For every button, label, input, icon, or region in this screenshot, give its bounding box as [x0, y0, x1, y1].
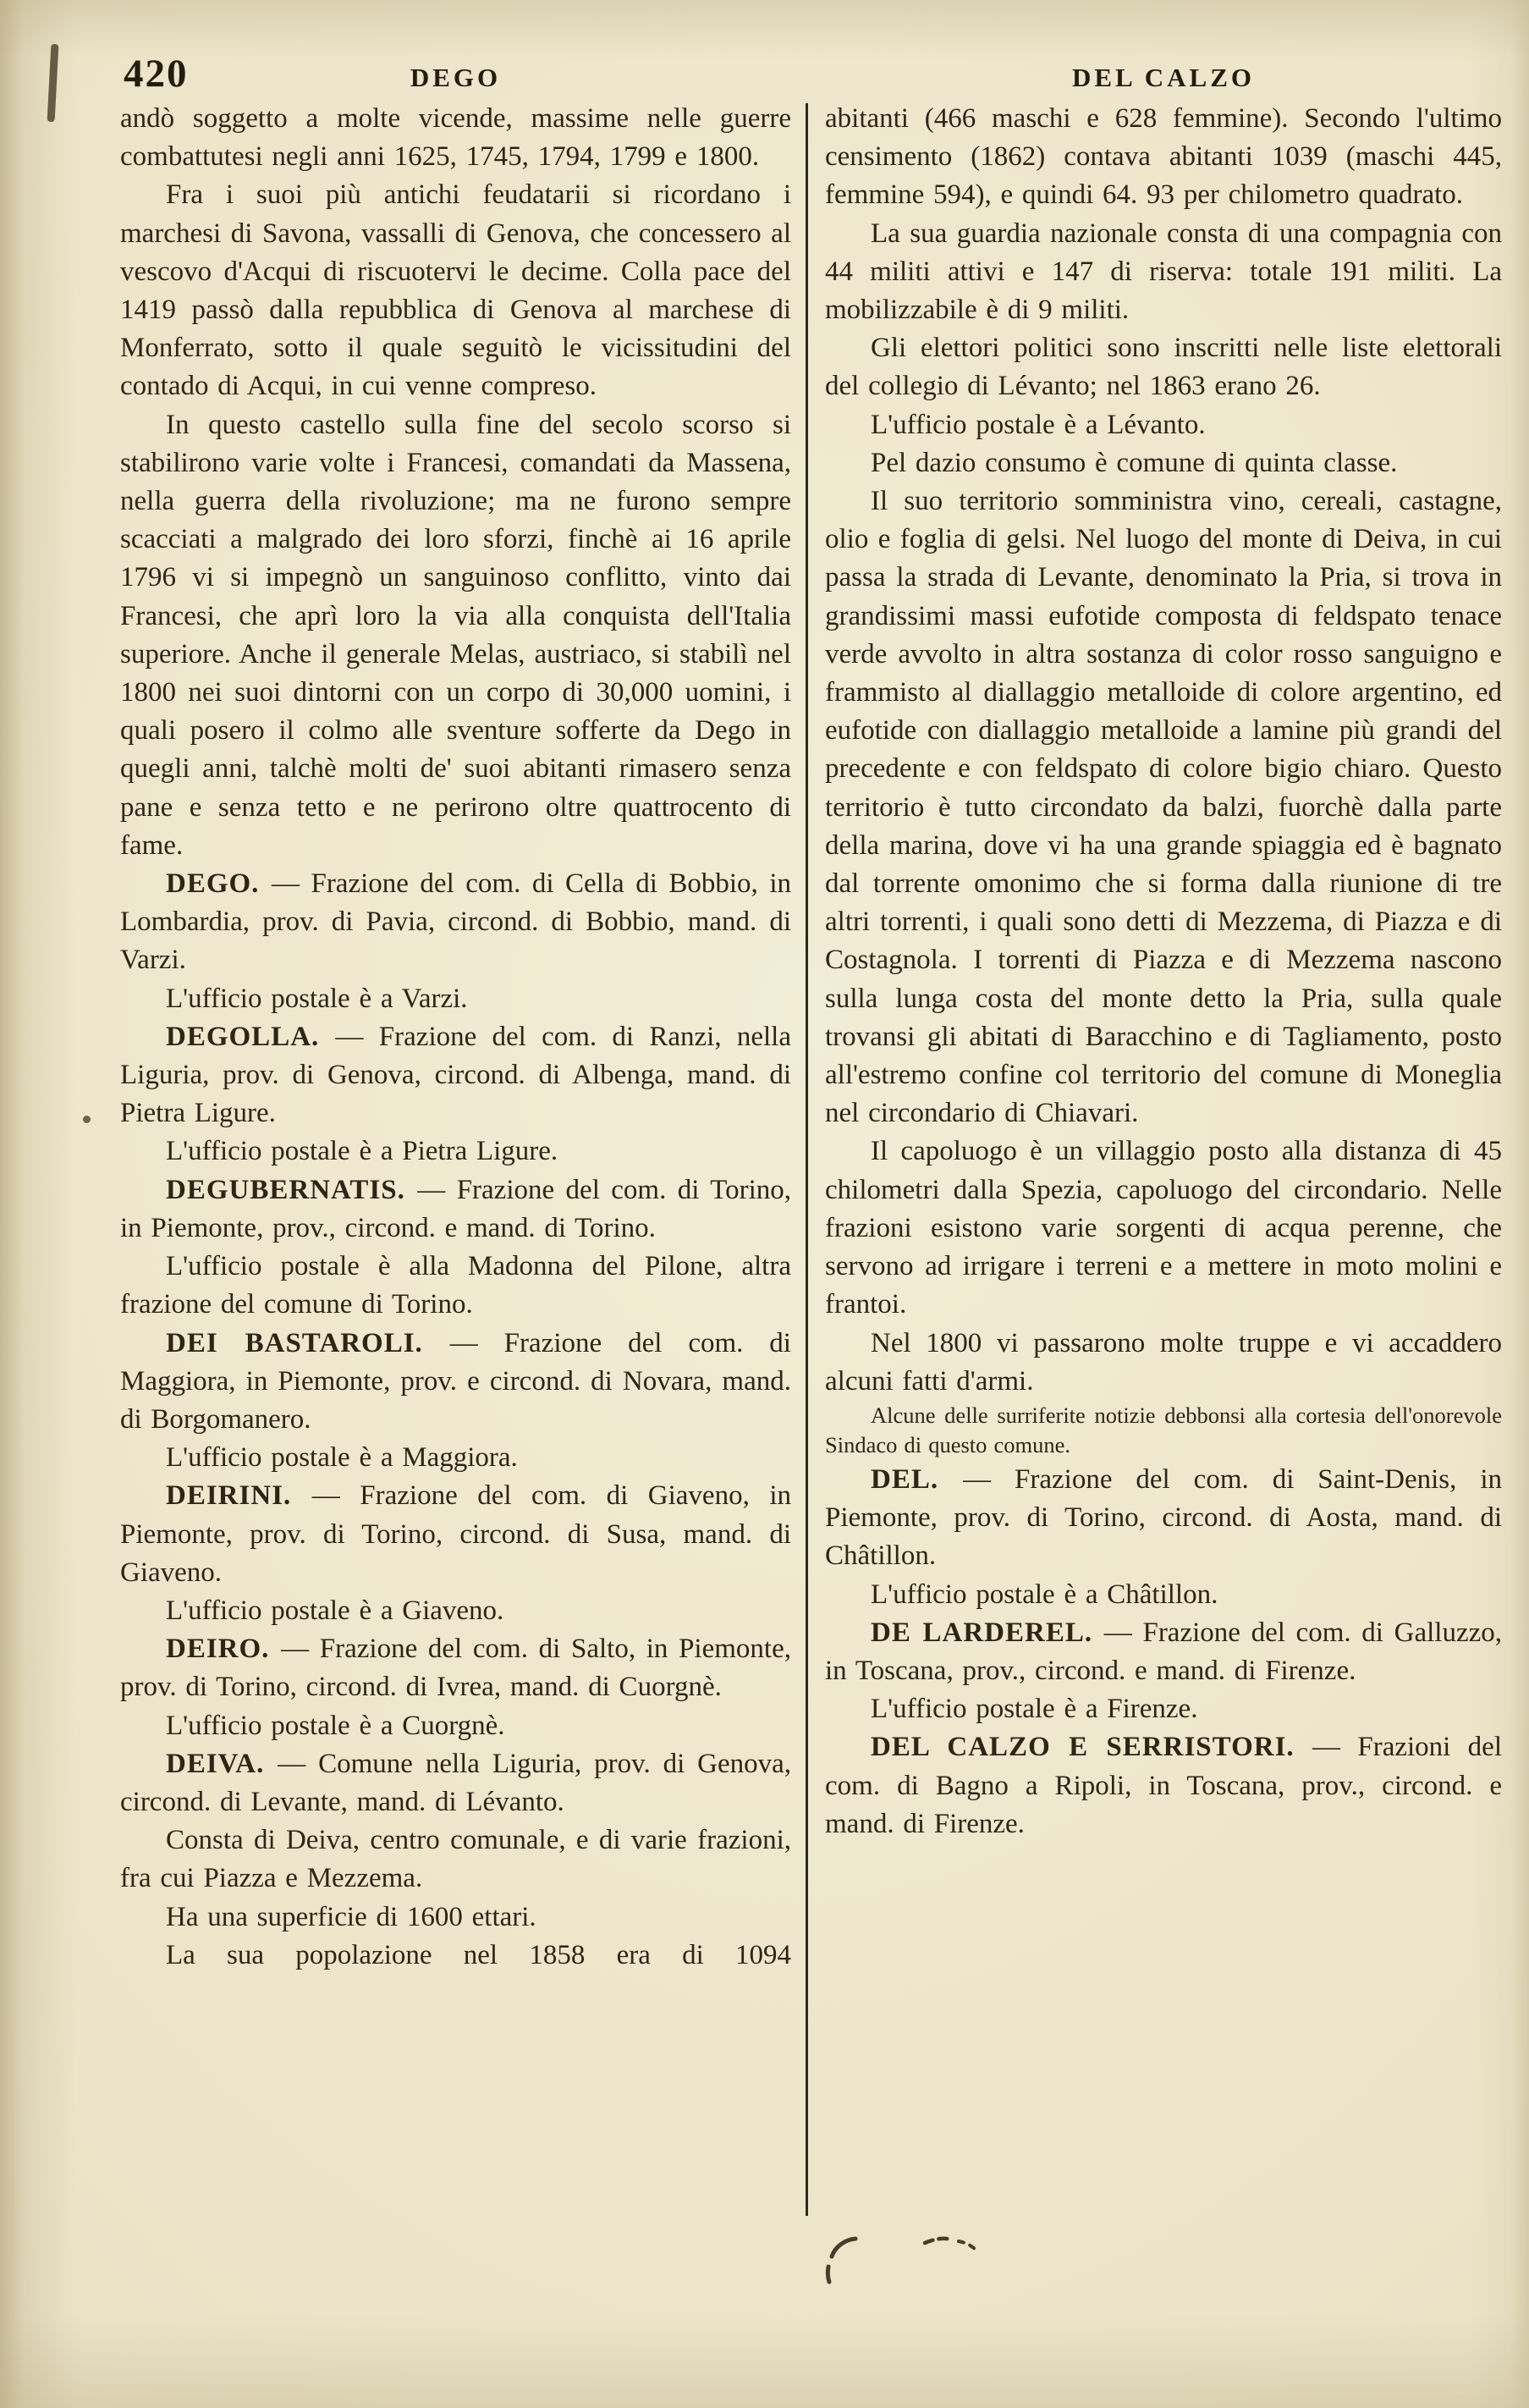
entry-paragraph: DEGUBERNATIS. — Frazione del com. di Torino, in Piemonte, prov., circond. e mand. di Torino.: [120, 1174, 791, 1243]
entry-paragraph: DEGO. — Frazione del com. di Cella di Bobbio, in Lombardia, prov. di Pavia, circond. di Bobbio, mand. di Varzi.: [120, 868, 791, 976]
left-text-column: [120, 100, 791, 1975]
paragraph: Ha una superficie di 1600 ettari.: [166, 1901, 536, 1932]
running-head-left: DEGO: [410, 63, 502, 92]
entry-paragraph: DEIRINI. — Frazione del com. di Giaveno, in Piemonte, prov. di Torino, circond. di Susa, mand. di Giaveno.: [120, 1480, 791, 1588]
paragraph: L'ufficio postale è a Giaveno.: [166, 1595, 504, 1626]
handwritten-ink-mark: [817, 2216, 1011, 2292]
paragraph: L'ufficio postale è a Maggiora.: [166, 1442, 518, 1474]
entry-paragraph: DEL CALZO E SERRISTORI. — Frazioni del com. di Bagno a Ripoli, in Toscana, prov., circond. e mand. di Firenze.: [825, 1732, 1502, 1839]
paragraph: L'ufficio postale è a Varzi.: [166, 983, 468, 1014]
entry-paragraph: DEI BASTAROLI. — Frazione del com. di Maggiora, in Piemonte, prov. e circond. di Novara, mand. di Borgomanero.: [120, 1327, 791, 1435]
entry-headword: DEIRINI.: [166, 1480, 312, 1512]
paragraph: Il suo territorio somministra vino, cereali, castagne, olio e foglia di gelsi. Nel luogo del monte di Deiva, in cui passa la strada di Levante, denominato la Pria, si trova in grandissimi massi eufotide composta di feldspato tenace verde avvolto in altra sostanza di color rosso sanguigno e frammisto al diallaggio metalloide di colore argentino, ed eufotide con diallaggio metalloide a lamine più grandi del precedente e con feldspato di colore bigio chiaro. Questo territorio è tutto circondato da balzi, fuorchè dalla parte della marina, dove vi ha una grande spiaggia ed è bagnato dal torrente omonimo che si forma dalla riunione di tre altri torrenti, i quali sono detti di Mezzema, di Piazza e di Costagnola. I torrenti di Piazza e di Mezzema nascono sulla lunga costa del monte detto la Pria, sulla quale trovansi gli abitati di Baracchino e di Tagliamento, posto all'estremo confine col territorio del comune di Moneglia nel circondario di Chiavari.: [825, 486, 1502, 1129]
paragraph: andò soggetto a molte vicende, massime nelle guerre combattutesi negli anni 1625, 1745, 1794, 1799 e 1800.: [120, 103, 791, 173]
paragraph: La sua guardia nazionale consta di una compagnia con 44 militi attivi e 147 di riserva: totale 191 militi. La mobilizzabile è di 9 militi.: [825, 218, 1502, 326]
paragraph: Alcune delle surriferite notizie debbonsi alla cortesia dell'onorevole Sindaco di questo comune.: [825, 1402, 1502, 1458]
paragraph: In questo castello sulla fine del secolo scorso si stabilirono varie volte i Francesi, comandati da Massena, nella guerra della rivoluzione; ma ne furono sempre scacciati a malgrado dei loro sforzi, finchè ai 16 aprile 1796 vi si impegnò un sanguinoso conflitto, vinto dai Francesi, che aprì loro la via alla conquista dell'Italia superiore. Anche il generale Melas, austriaco, si stabilì nel 1800 nei suoi dintorni con un corpo di 30,000 uomini, i quali posero il colmo alle sventure sofferte da Dego in quegli anni, talchè molti de' suoi abitanti rimasero senza pane e senza tetto e ne perirono oltre quattrocento di fame.: [120, 409, 791, 861]
paragraph: Gli elettori politici sono inscritti nelle liste elettorali del collegio di Lévanto; nel 1863 erano 26.: [825, 333, 1502, 402]
entry-headword: DEGOLLA.: [166, 1021, 336, 1052]
entry-headword: DE LARDEREL.: [871, 1617, 1104, 1648]
entry-paragraph: DEL. — Frazione del com. di Saint-Denis, in Piemonte, prov. di Torino, circond. di Aosta, mand. di Châtillon.: [825, 1463, 1502, 1572]
entry-headword: DEIRO.: [166, 1634, 282, 1665]
paragraph: Fra i suoi più antichi feudatarii si ricordano i marchesi di Savona, vassalli di Genova, che concessero al vescovo d'Acqui di riscuotervi le decime. Colla pace del 1419 passò dalla repubblica di Genova al marchese di Monferrato, sotto il quale seguitò le vicissitudini del contado di Acqui, in cui venne compreso.: [120, 179, 791, 402]
column-divider-rule: [806, 103, 808, 2216]
paragraph: L'ufficio postale è a Firenze.: [871, 1694, 1198, 1725]
entry-headword: DEI BASTAROLI.: [166, 1327, 450, 1358]
paragraph: Consta di Deiva, centro comunale, e di varie frazioni, fra cui Piazza e Mezzema.: [120, 1825, 791, 1894]
entry-paragraph: DEGOLLA. — Frazione del com. di Ranzi, nella Liguria, prov. di Genova, circond. di Albenga, mand. di Pietra Ligure.: [120, 1021, 791, 1129]
running-head-right: DEL CALZO: [1071, 63, 1256, 92]
paragraph: L'ufficio postale è a Châtillon.: [871, 1579, 1218, 1610]
paragraph: Nel 1800 vi passarono molte truppe e vi accaddero alcuni fatti d'armi.: [825, 1327, 1502, 1397]
page-number: 420: [124, 52, 189, 96]
entry-headword: DEGUBERNATIS.: [166, 1174, 418, 1205]
entry-headword: DEIVA.: [166, 1748, 278, 1779]
entry-paragraph: DEIVA. — Comune nella Liguria, prov. di Genova, circond. di Levante, mand. di Lévanto.: [120, 1748, 792, 1817]
paragraph: Pel dazio consumo è comune di quinta classe.: [871, 447, 1398, 478]
entry-paragraph: DEIRO. — Frazione del com. di Salto, in Piemonte, prov. di Torino, circond. di Ivrea, mand. di Cuorgnè.: [120, 1634, 791, 1703]
paragraph: La sua popolazione nel 1858 era di 1094: [166, 1939, 791, 1970]
scan-edge-artifact: [47, 44, 59, 122]
entry-headword: DEL.: [871, 1463, 964, 1495]
paragraph: L'ufficio postale è alla Madonna del Pilone, altra frazione del comune di Torino.: [120, 1251, 791, 1320]
right-text-column: [825, 100, 1502, 1843]
paragraph: abitanti (466 maschi e 628 femmine). Secondo l'ultimo censimento (1862) contava abitanti 1039 (maschi 445, femmine 594), e quindi 64. 93 per chilometro quadrato.: [825, 103, 1502, 211]
paragraph: L'ufficio postale è a Lévanto.: [871, 409, 1206, 440]
margin-ink-speck: [83, 1116, 91, 1123]
entry-paragraph: DE LARDEREL. — Frazione del com. di Galluzzo, in Toscana, prov., circond. e mand. di Firenze.: [825, 1617, 1502, 1686]
paragraph: L'ufficio postale è a Pietra Ligure.: [166, 1136, 558, 1167]
paragraph: L'ufficio postale è a Cuorgnè.: [166, 1710, 505, 1741]
entry-headword: DEGO.: [166, 868, 272, 900]
paragraph: Il capoluogo è un villaggio posto alla distanza di 45 chilometri dalla Spezia, capoluogo del circondario. Nelle frazioni esistono varie sorgenti di acqua perenne, che servono ad irrigare i terreni e a mettere in moto molini e frantoi.: [825, 1136, 1502, 1320]
entry-headword: DEL CALZO E SERRISTORI.: [871, 1732, 1313, 1763]
